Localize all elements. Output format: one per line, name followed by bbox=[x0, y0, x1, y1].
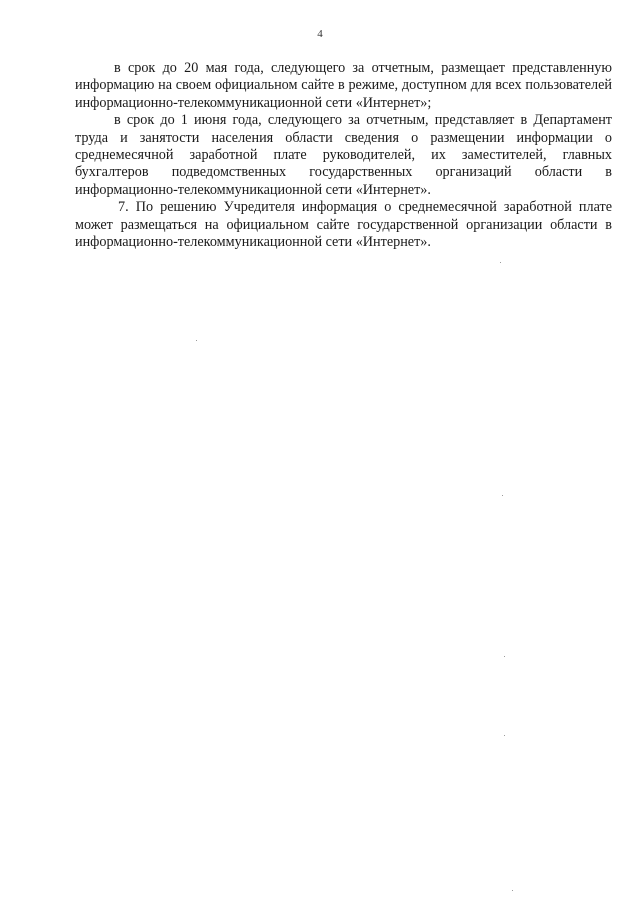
scan-speck bbox=[512, 890, 513, 891]
scan-speck bbox=[504, 735, 505, 736]
paragraph-deadline-may-20: в срок до 20 мая года, следующего за отчетным, размещает представленную информацию на своем официальном сайте в режиме, доступном для всех пользователей информационно-телекоммуникационной сети «Интернет»; bbox=[75, 60, 612, 111]
paragraph-item-7: 7. По решению Учредителя информация о среднемесячной заработной плате может размещаться на официальном сайте государственной организации области в информационно-телекоммуникационной сети «Интернет». bbox=[75, 199, 612, 251]
scan-speck bbox=[196, 340, 197, 341]
document-body bbox=[75, 60, 612, 251]
paragraph-deadline-june-1: в срок до 1 июня года, следующего за отчетным, представляет в Департамент труда и занятости населения области сведения о размещении информации о среднемесячной заработной плате руководителей, их заместителей, главных бухгалтеров подведомственных государственных организаций области в информационно-телекоммуникационной сети «Интернет». bbox=[75, 112, 612, 198]
scan-speck bbox=[500, 262, 501, 263]
scan-speck bbox=[502, 495, 503, 496]
scan-speck bbox=[504, 656, 505, 657]
page-number: 4 bbox=[317, 28, 323, 40]
